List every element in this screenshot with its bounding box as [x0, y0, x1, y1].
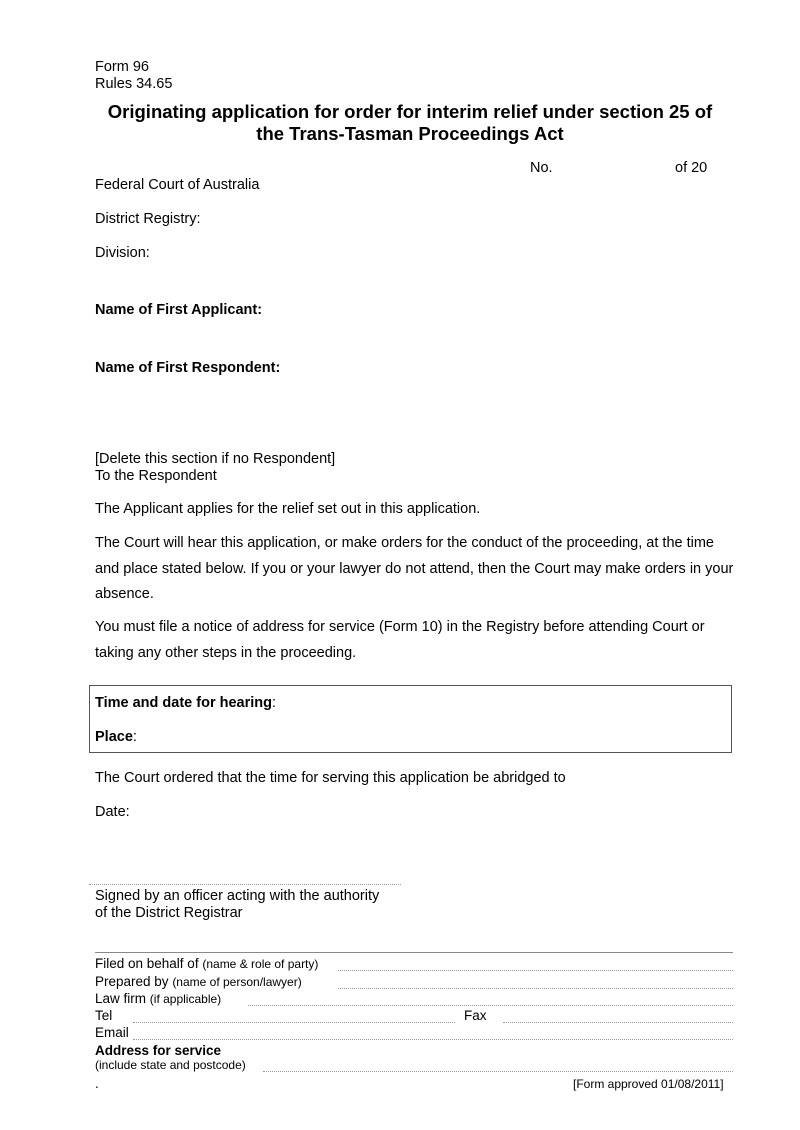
notice-paragraph-address: You must file a notice of address for service (Form 10) in the Registry before attending Court or taking any other steps in the proceeding. [95, 619, 705, 661]
fax-line [503, 1022, 733, 1023]
footer-top-rule [95, 952, 733, 953]
to-respondent-heading: To the Respondent [95, 468, 217, 484]
division-label: Division: [95, 245, 150, 261]
email-label: Email [95, 1025, 129, 1040]
hearing-place-colon: : [132, 729, 137, 745]
date-label: Date: [95, 804, 130, 820]
address-for-service-label: Address for service [95, 1043, 222, 1058]
prepared-by-line [338, 988, 733, 989]
hearing-time-colon: : [272, 695, 277, 711]
rule-reference: Rules 34.65 [95, 76, 173, 92]
notice-paragraph-hearing: The Court will hear this application, or make orders for the conduct of the proceeding, at the time and place stated below. If you or your lawyer do not attend, then the Court may make orders in your absence. [95, 535, 734, 602]
delete-section-note: [Delete this section if no Respondent] [95, 451, 336, 467]
signature-caption-line-2: of the District Registrar [95, 905, 243, 921]
tel-line [133, 1022, 455, 1023]
filed-on-behalf-label: Filed on behalf of [95, 956, 199, 971]
law-firm-field [95, 991, 221, 1006]
first-applicant-label: Name of First Applicant: [95, 302, 263, 318]
filed-on-behalf-note: (name & role of party) [202, 957, 319, 971]
fax-label: Fax [464, 1008, 487, 1023]
hearing-time-field [95, 695, 276, 711]
filed-on-behalf-line [338, 970, 733, 971]
filed-on-behalf-field [95, 956, 318, 971]
email-line [133, 1039, 733, 1040]
hearing-place-field [95, 729, 137, 745]
document-title-line-2: the Trans-Tasman Proceedings Act [256, 123, 564, 144]
address-for-service-line [263, 1071, 733, 1072]
case-year-label: of 20 [675, 160, 708, 176]
court-name: Federal Court of Australia [95, 177, 260, 193]
prepared-by-field [95, 974, 302, 989]
hearing-place-label: Place [95, 729, 133, 745]
hearing-time-label: Time and date for hearing [95, 695, 272, 711]
law-firm-label: Law firm [95, 991, 147, 1006]
notice-paragraph-relief: The Applicant applies for the relief set out in this application. [95, 501, 481, 517]
tel-label: Tel [95, 1008, 113, 1023]
first-respondent-label: Name of First Respondent: [95, 360, 281, 376]
footer-dot: . [95, 1076, 99, 1091]
signature-line [89, 884, 401, 885]
prepared-by-note: (name of person/lawyer) [172, 975, 302, 989]
form-approved-note: [Form approved 01/08/2011] [573, 1077, 724, 1091]
form-number: Form 96 [95, 59, 149, 75]
address-for-service-note: (include state and postcode) [95, 1058, 246, 1072]
document-title-line-1: Originating application for order for interim relief under section 25 of [107, 101, 713, 122]
signature-caption-line-1: Signed by an officer acting with the authority [95, 888, 380, 904]
district-registry-label: District Registry: [95, 211, 201, 227]
prepared-by-label: Prepared by [95, 974, 169, 989]
case-number-label: No. [530, 160, 553, 176]
law-firm-note: (if applicable) [149, 992, 222, 1006]
abridged-order-text: The Court ordered that the time for serving this application be abridged to [95, 770, 566, 786]
law-firm-line [248, 1005, 733, 1006]
